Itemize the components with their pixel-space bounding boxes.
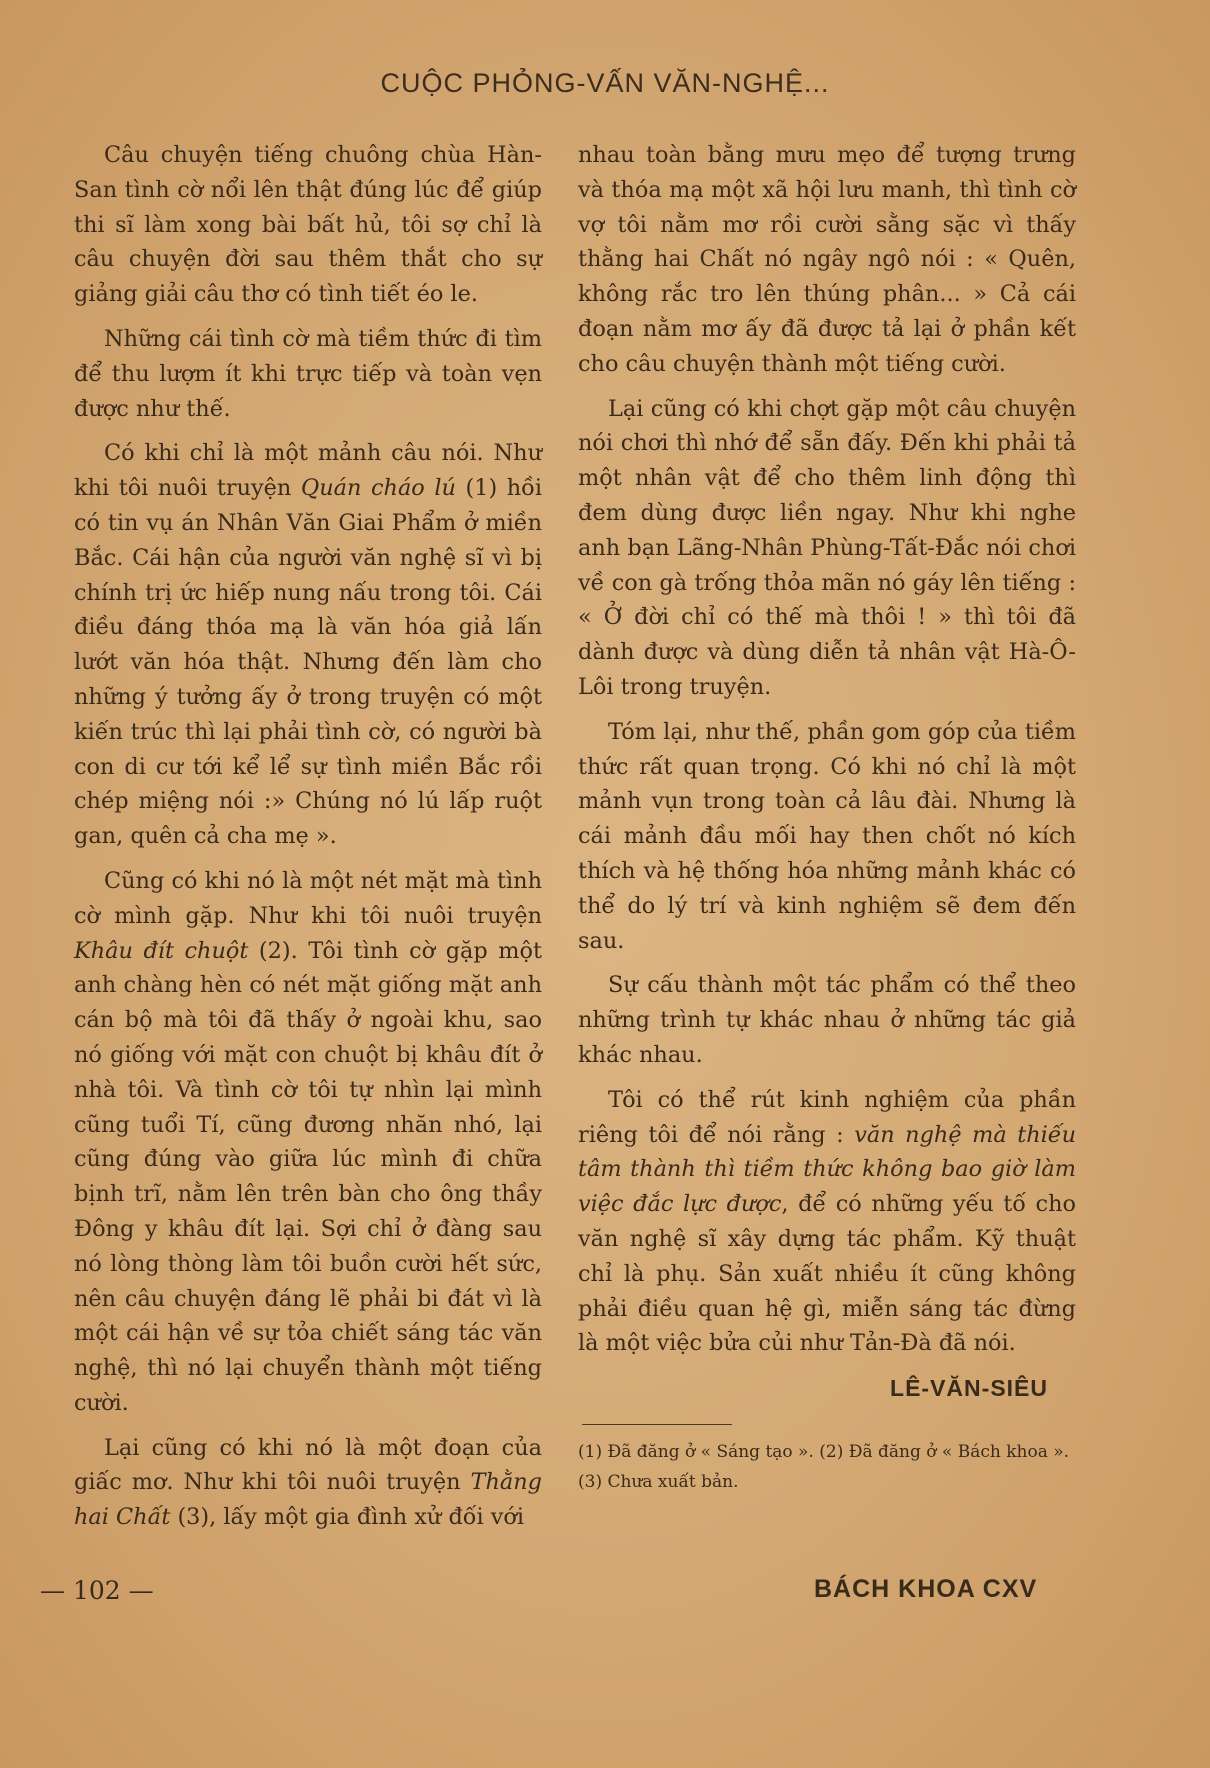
paragraph: Lại cũng có khi nó là một đoạn của giấc mơ. Như khi tôi nuôi truyện Thằng hai Chất (3), lấy một gia đình xử đối với <box>74 1434 542 1531</box>
paragraph: Cũng có khi nó là một nét mặt mà tình cờ mình gặp. Như khi tôi nuôi truyện Khâu đít chuột (2). Tôi tình cờ gặp một anh chàng hèn có nét mặt giống mặt anh cán bộ mà tôi đã thấy ở ngoài khu, sao nó giống với mặt con chuột bị khâu đít ở nhà tôi. Và tình cờ tôi tự nhìn lại mình cũng tuổi Tí, cũng đương nhăn nhó, lại cũng đúng vào giữa lúc mình đi chữa bịnh trĩ, nằm lên trên bàn cho ông thầy Đông y khâu đít lại. Sợi chỉ ở đàng sau nó lòng thòng làm tôi buồn cười hết sức, nên câu chuyện đáng lẽ phải bi đát vì là một cái hận về sự tỏa chiết sáng tác văn nghệ, thì nó lại chuyển thành một tiếng cười. <box>74 867 542 1416</box>
footnotes: (1) Đã đăng ở « Sáng tạo ». (2) Đã đăng ở « Bách khoa ». (3) Chưa xuất bản. <box>578 1441 1070 1492</box>
paragraph: Câu chuyện tiếng chuông chùa Hàn-San tình cờ nổi lên thật đúng lúc để giúp thi sĩ làm xong bài bất hủ, tôi sợ chỉ là câu chuyện đời sau thêm thắt cho sự giảng giải câu thơ có tình tiết éo le. <box>74 142 542 308</box>
story-title: Thằng hai Chất <box>74 1469 542 1531</box>
emphasis: văn nghệ mà thiếu tâm thành thì tiềm thức không bao giờ làm việc đắc lực được <box>578 1121 1076 1218</box>
paragraph: Có khi chỉ là một mảnh câu nói. Như khi tôi nuôi truyện Quán cháo lú (1) hồi có tin vụ án Nhân Văn Giai Phẩm ở miền Bắc. Cái hận của người văn nghệ sĩ vì bị chính trị ức hiếp nung nấu trong tôi. Cái điều đáng thóa mạ là văn hóa giả lấn lướt văn hóa thật. Nhưng đến làm cho những ý tưởng ấy ở trong truyện có một kiến trúc thì lại phải tình cờ, có người bà con di cư tới kể lể sự tình miền Bắc rồi chép miệng nói :» Chúng nó lú lấp ruột gan, quên cả cha mẹ ». <box>74 440 543 850</box>
paragraph: Tôi có thể rút kinh nghiệm của phần riêng tôi để nói rằng : văn nghệ mà thiếu tâm thành thì tiềm thức không bao giờ làm việc đắc lực được, để có những yếu tố cho văn nghệ sĩ xây dựng tác phẩm. Kỹ thuật chỉ là phụ. Sản xuất nhiều ít cũng không phải điều quan hệ gì, miễn sáng tác đừng là một việc bửa củi như Tản-Đà đã nói. <box>578 1086 1077 1357</box>
right-column <box>578 138 1076 1497</box>
paragraph: Sự cấu thành một tác phẩm có thể theo những trình tự khác nhau ở những tác giả khác nhau. <box>578 972 1076 1068</box>
story-title: Quán cháo lú <box>300 475 456 502</box>
paragraph: nhau toàn bằng mưu mẹo để tượng trưng và thóa mạ một xã hội lưu manh, thì tình cờ vợ tôi nằm mơ rồi cười sằng sặc vì thấy thằng hai Chất nó ngây ngô nói : « Quên, không rắc tro lên thúng phân... » Cả cái đoạn nằm mơ ấy đã được tả lại ở phần kết cho câu chuyện thành một tiếng cười. <box>578 142 1076 377</box>
page-number: — 102 — <box>40 1576 154 1605</box>
left-column <box>74 138 542 1545</box>
running-header: CUỘC PHỎNG-VẤN VĂN-NGHỆ... <box>380 68 830 98</box>
footnote-divider <box>582 1424 732 1425</box>
author-signature: LÊ-VĂN-SIÊU <box>890 1375 1048 1402</box>
paragraph: Lại cũng có khi chợt gặp một câu chuyện nói chơi thì nhớ để sẵn đấy. Đến khi phải tả một nhân vật để cho thêm linh động thì đem dùng được liền ngay. Như khi nghe anh bạn Lãng-Nhân Phùng-Tất-Đắc nói chơi về con gà trống thỏa mãn nó gáy lên tiếng : « Ở đời chỉ có thế mà thôi ! » thì tôi đã dành được và dùng diễn tả nhân vật Hà-Ô-Lôi trong truyện. <box>578 395 1076 700</box>
paragraph: Những cái tình cờ mà tiềm thức đi tìm để thu lượm ít khi trực tiếp và toàn vẹn được như thế. <box>74 325 542 422</box>
story-title: Khâu đít chuột <box>74 937 249 964</box>
journal-issue: BÁCH KHOA CXV <box>814 1575 1038 1603</box>
paragraph: Tóm lại, như thế, phần gom góp của tiềm thức rất quan trọng. Có khi nó chỉ là một mảnh vụn trong toàn cả lâu đài. Nhưng là cái mảnh đầu mối hay then chốt nó kích thích và hệ thống hóa những mảnh khác có thể do lý trí và kinh nghiệm sẽ đem đến sau. <box>578 718 1076 954</box>
